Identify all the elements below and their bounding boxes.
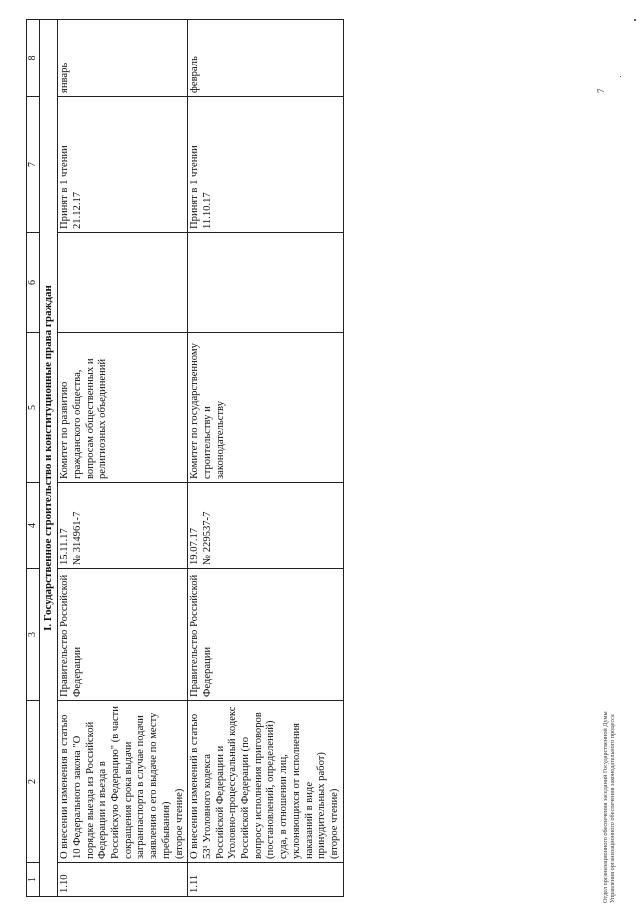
column-6-cell bbox=[58, 233, 188, 333]
section-row bbox=[40, 20, 58, 897]
scan-speck bbox=[620, 76, 621, 77]
column-number: 1 bbox=[27, 863, 40, 897]
bill-status: Принят в 1 чтении 11.10.17 bbox=[188, 97, 343, 233]
responsible-committee: Комитет по государственному строительству и законодательству bbox=[188, 333, 343, 483]
planned-month: февраль bbox=[188, 20, 343, 97]
column-number-row bbox=[27, 20, 40, 897]
column-number: 4 bbox=[27, 483, 40, 569]
page-footer bbox=[602, 483, 616, 903]
table-row bbox=[58, 20, 188, 897]
bill-title: О внесении изменений в статью 53¹ Уголовного кодекса Российской Федерации и Уголовно-процессуальный кодекс Российской Федерации (по вопросу исполнения приговоров (постановлений, определений) суда, в отношении лиц, уклоняющихся от исполнения наказаний в виде принудительных работ) (второе чтение) bbox=[188, 701, 343, 863]
table-row bbox=[188, 20, 343, 897]
column-number: 2 bbox=[27, 701, 40, 863]
legislation-plan-table bbox=[26, 19, 344, 897]
page-number: 7 bbox=[596, 88, 606, 93]
bill-registration: 15.11.17 № 314961-7 bbox=[58, 483, 188, 569]
column-number: 7 bbox=[27, 97, 40, 233]
footer-directorate-line: Управления организационного обеспечения законодательного процесса bbox=[609, 714, 617, 903]
bill-title: О внесении изменения в статью 10 Федерального закона "О порядке выезда из Российской Федерации и въезда в Российскую Федерацию" (в части сокращения срока выдачи загранпаспорта в случае подачи заявления о его выдаче по месту пребывания) (второе чтение) bbox=[58, 701, 188, 863]
row-number: 1.10 bbox=[58, 863, 188, 897]
bill-initiator: Правительство Российской Федерации bbox=[188, 569, 343, 701]
scan-speck bbox=[634, 19, 636, 21]
responsible-committee: Комитет по развитию гражданского общества, вопросам общественных и религиозных объединений bbox=[58, 333, 188, 483]
bill-registration: 19.07.17 № 229537-7 bbox=[188, 483, 343, 569]
column-6-cell bbox=[188, 233, 343, 333]
column-number: 3 bbox=[27, 569, 40, 701]
column-number: 8 bbox=[27, 20, 40, 97]
bill-initiator: Правительство Российской Федерации bbox=[58, 569, 188, 701]
bill-status: Принят в 1 чтении 21.12.17 bbox=[58, 97, 188, 233]
row-number: 1.11 bbox=[188, 863, 343, 897]
planned-month: январь bbox=[58, 20, 188, 97]
section-title: I. Государственное строительство и конституционные права граждан bbox=[40, 20, 58, 897]
column-number: 6 bbox=[27, 233, 40, 333]
footer-department-line: Отдел организационного обеспечения заседаний Государственной Думы bbox=[602, 711, 609, 903]
column-number: 5 bbox=[27, 333, 40, 483]
